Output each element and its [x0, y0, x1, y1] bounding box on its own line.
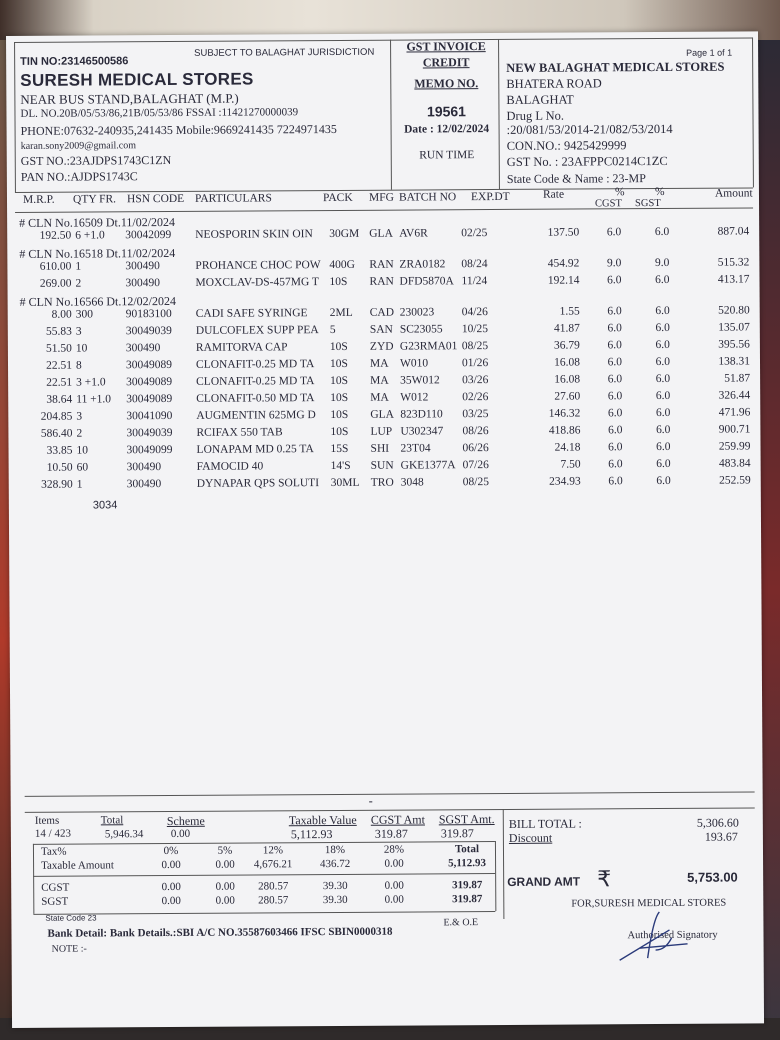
cell-batch: W010: [399, 357, 429, 370]
cell-qty: 1: [76, 478, 83, 491]
cell-pack: 10S: [329, 275, 348, 289]
cell-sgst: 6.0: [656, 440, 671, 454]
cell-mrp: 328.90: [41, 478, 73, 491]
tax-table-mid: [33, 873, 495, 877]
table-row: [7, 225, 750, 247]
cell-mrp: 586.40: [40, 427, 73, 440]
tax-taxable-cell: 0.00: [215, 858, 235, 871]
cell-amount: 515.32: [717, 256, 750, 269]
cell-cgst: 6.0: [607, 407, 623, 420]
cell-exp: 08/25: [462, 476, 489, 489]
tax-head-cell: 18%: [324, 843, 346, 857]
cell-hsn: 30049089: [125, 358, 173, 372]
cell-amount: 135.07: [718, 321, 750, 334]
cell-rate: 16.08: [554, 356, 581, 369]
tax-taxable-cell: Taxable Amount: [41, 859, 114, 872]
cell-hsn: 30049099: [126, 443, 173, 457]
cell-sgst: 6.0: [656, 474, 671, 488]
cell-mfg: GLA: [370, 408, 394, 421]
cell-batch: 23T04: [400, 442, 431, 455]
challan-header: # CLN No.16566 Dt.12/02/2024: [19, 293, 177, 309]
cell-amount: 395.56: [718, 338, 750, 351]
buyer-line2: BALAGHAT: [506, 92, 574, 107]
col-particulars: PARTICULARS: [194, 192, 272, 205]
cell-qty: 2: [76, 427, 83, 440]
total-value: 5,946.34: [104, 828, 144, 841]
seller-tin: TIN NO:23146500586: [20, 55, 129, 68]
challan-header: # CLN No.16518 Dt.11/02/2024: [19, 245, 176, 261]
sgst-amt-label: SGST Amt.: [438, 812, 495, 827]
cell-pack: 10S: [329, 340, 348, 354]
cell-cgst: 6.0: [608, 458, 623, 471]
col-qty: QTY FR.: [72, 193, 117, 206]
header-left-line: [14, 42, 16, 192]
cell-rate: 36.79: [553, 339, 580, 352]
cell-name: DULCOFLEX SUPP PEA: [195, 324, 319, 337]
seller-address: NEAR BUS STAND,BALAGHAT (M.P.): [20, 90, 239, 107]
tax-head-cell: 28%: [383, 843, 405, 856]
col-amount: Amount: [714, 187, 753, 200]
cell-name: RCIFAX 550 TAB: [196, 426, 283, 439]
cell-batch: W012: [400, 391, 429, 404]
memo-date: Date : 12/02/2024: [404, 123, 490, 136]
cell-pack: 10S: [330, 391, 349, 405]
cell-pack: 10S: [329, 357, 348, 371]
cell-mfg: TRO: [370, 476, 394, 489]
cell-name: AUGMENTIN 625MG D: [196, 409, 316, 422]
cell-exp: 08/26: [462, 425, 489, 438]
cell-rate: 454.92: [547, 257, 580, 270]
col-pct-cgst: %: [614, 186, 625, 199]
tax-sgst-cell: 39.30: [322, 893, 348, 907]
cell-mfg: MA: [370, 374, 389, 387]
cell-hsn: 30041090: [126, 409, 173, 423]
footer-divider: [503, 809, 505, 919]
invoice-title: GST INVOICE: [406, 39, 486, 54]
cell-sgst: 9.0: [654, 256, 670, 270]
cell-exp: 01/26: [461, 357, 489, 370]
tax-sgst-cell: 319.87: [452, 893, 483, 906]
cell-rate: 27.60: [554, 390, 581, 403]
cell-mfg: ZYD: [369, 340, 394, 353]
buyer-con: CON.NO.: 9425429999: [506, 138, 627, 153]
cell-pack: 15S: [330, 442, 349, 456]
cell-name: FAMOCID 40: [196, 460, 264, 473]
cell-mfg: GLA: [369, 227, 393, 240]
cell-exp: 10/25: [461, 323, 489, 336]
cell-name: LONAPAM MD 0.25 TA: [196, 443, 314, 456]
memo-label: MEMO NO.: [414, 76, 479, 91]
cell-cgst: 6.0: [607, 322, 622, 335]
total-label: Total: [100, 814, 124, 827]
discount-label: Discount: [508, 830, 553, 845]
cell-name: CLONAFIT-0.25 MD TA: [195, 358, 315, 371]
cell-mfg: LUP: [370, 425, 393, 438]
cell-name: CLONAFIT-0.50 MD TA: [196, 392, 315, 405]
cell-batch: AV6R: [399, 227, 428, 240]
cell-mrp: 192.50: [39, 229, 72, 242]
col-mfg: MFG: [368, 191, 394, 204]
grand-amt-label: GRAND AMT: [507, 874, 581, 889]
tax-sgst-cell: 280.57: [258, 894, 289, 907]
tax-cgst-cell: 0.00: [215, 880, 235, 893]
scheme-value: 0.00: [170, 827, 191, 841]
cell-mrp: 33.85: [46, 444, 73, 457]
tax-cgst-cell: 319.87: [452, 879, 483, 892]
cell-sgst: 6.0: [655, 273, 670, 287]
cell-cgst: 6.0: [607, 274, 622, 287]
cell-qty: 11 +1.0: [76, 393, 112, 406]
cell-cgst: 6.0: [607, 356, 623, 369]
tax-cgst-cell: 39.30: [322, 879, 348, 893]
cell-rate: 234.93: [549, 475, 581, 488]
cell-exp: 07/26: [462, 459, 489, 472]
bank-detail: Bank Detail: Bank Details.:SBI A/C NO.35587603466 IFSC SBIN0000318: [47, 925, 393, 940]
cell-pack: 30GM: [329, 227, 360, 241]
cgst-amt-value: 319.87: [374, 826, 408, 841]
for-label: FOR,SURESH MEDICAL STORES: [571, 897, 727, 910]
buyer-gst: GST No. : 23AFPPC0214C1ZC: [506, 153, 668, 169]
tax-cgst-cell: 0.00: [384, 879, 404, 892]
bill-total-label: BILL TOTAL :: [508, 816, 582, 831]
cell-pack: 10S: [330, 408, 349, 422]
cell-exp: 06/26: [462, 442, 489, 455]
cell-exp: 03/26: [462, 374, 489, 387]
seller-phone: PHONE:07632-240935,241435 Mobile:9669241435 7224971435: [20, 121, 337, 138]
invoice-type: CREDIT: [422, 55, 470, 70]
cell-amount: 326.44: [718, 389, 751, 402]
note: NOTE :-: [51, 943, 87, 955]
tax-sgst-cell: 0.00: [384, 893, 404, 906]
cell-qty: 300: [75, 308, 93, 321]
cell-pack: 14'S: [330, 459, 351, 473]
cell-mfg: CAD: [369, 306, 395, 319]
cell-mrp: 55.83: [45, 325, 72, 338]
cell-amount: 900.71: [718, 423, 751, 436]
cell-amount: 252.59: [719, 474, 751, 487]
challan-header: # CLN No.16509 Dt.11/02/2024: [19, 214, 176, 230]
cell-amount: 259.99: [718, 440, 751, 453]
cell-mrp: 22.51: [46, 376, 73, 389]
cell-amount: 483.84: [718, 457, 751, 470]
tax-sgst-cell: SGST: [41, 895, 69, 908]
cell-pack: 10S: [330, 425, 349, 439]
bill-total-value: 5,306.60: [696, 815, 739, 830]
tax-table-bottom: [33, 911, 495, 915]
buyer-line1: BHATERA ROAD: [506, 76, 602, 91]
cell-name: DYNAPAR QPS SOLUTI: [196, 477, 320, 490]
table-row: [7, 273, 750, 295]
cell-name: CADI SAFE SYRINGE: [195, 307, 308, 320]
cell-sgst: 6.0: [655, 321, 670, 335]
run-time: RUN TIME: [419, 149, 475, 162]
taxable-value: 5,112.93: [290, 827, 333, 842]
cell-amount: 471.96: [718, 406, 751, 419]
cell-hsn: 300490: [126, 478, 162, 491]
seller-name: SURESH MEDICAL STORES: [20, 69, 254, 90]
cell-pack: 400G: [329, 258, 356, 272]
cell-mfg: MA: [370, 391, 389, 404]
header-divider-2: [498, 39, 500, 189]
seller-pan: PAN NO.:AJDPS1743C: [20, 169, 138, 184]
cell-hsn: 30042099: [125, 228, 172, 242]
cell-amount: 520.80: [718, 304, 750, 317]
cell-batch: 35W012: [400, 374, 440, 387]
cell-amount: 413.17: [717, 273, 750, 286]
cell-exp: 04/26: [461, 306, 488, 319]
cell-sgst: 6.0: [655, 389, 671, 403]
cell-batch: ZRA0182: [399, 258, 446, 271]
cell-exp: 03/25: [462, 408, 489, 421]
cell-sgst: 6.0: [655, 304, 670, 318]
col-pack: PACK: [322, 191, 353, 205]
cell-amount: 887.04: [717, 225, 750, 238]
col-pct-sgst: %: [654, 185, 665, 199]
cell-exp: 08/24: [461, 258, 488, 271]
seller-jurisdiction: SUBJECT TO BALAGHAT JURISDICTION: [194, 46, 375, 59]
tax-taxable-cell: 4,676.21: [253, 858, 293, 871]
signatory-label: Authorised Signatory: [627, 929, 718, 942]
tax-table-left: [33, 844, 34, 914]
cell-qty: 3: [76, 410, 83, 423]
cell-mfg: RAN: [369, 258, 394, 271]
cell-mfg: MA: [369, 357, 389, 370]
cell-pack: 2ML: [329, 306, 353, 320]
cell-exp: 11/24: [461, 275, 488, 288]
cell-cgst: 9.0: [606, 257, 622, 270]
page-number: Page 1 of 1: [686, 47, 733, 58]
cell-mrp: 22.51: [46, 359, 73, 372]
cgst-amt-label: CGST Amt: [370, 812, 425, 827]
tax-taxable-cell: 5,112.93: [448, 857, 487, 870]
cell-qty: 3 +1.0: [76, 376, 106, 389]
table-row: [9, 474, 751, 496]
cell-amount: 138.31: [718, 355, 751, 368]
cell-cgst: 6.0: [607, 373, 623, 386]
cell-hsn: 30049089: [126, 375, 173, 389]
header-right-line: [752, 37, 754, 187]
tax-head-cell: Tax%: [40, 845, 67, 858]
col-batch: BATCH NO: [398, 191, 457, 204]
cell-cgst: 6.0: [607, 305, 622, 318]
cell-hsn: 90183100: [125, 307, 172, 321]
cell-batch: 230023: [399, 306, 435, 319]
cell-rate: 24.18: [554, 441, 581, 454]
footer-top-line: [25, 791, 755, 796]
tax-sgst-cell: 0.00: [215, 894, 235, 907]
header-divider-1: [390, 40, 392, 190]
cell-mrp: 610.00: [39, 260, 72, 273]
tax-head-cell: Total: [454, 843, 480, 856]
signature-icon: [609, 910, 699, 971]
col-sgst: SGST: [635, 198, 661, 210]
cell-batch: SC23055: [399, 323, 443, 336]
cell-exp: 08/25: [461, 340, 489, 353]
cell-qty: 8: [75, 359, 82, 372]
cell-pack: 30ML: [330, 476, 360, 490]
buyer-drug-no: :20/081/53/2014-21/082/53/2014: [506, 121, 673, 137]
cell-rate: 1.55: [559, 305, 580, 318]
seller-dl: DL. NO.20B/05/53/86,21B/05/53/86 FSSAI :11421270000039: [20, 106, 299, 120]
cell-mfg: SAN: [369, 323, 393, 336]
cell-cgst: 6.0: [608, 441, 623, 454]
cell-sgst: 6.0: [654, 225, 670, 239]
cell-qty: 60: [76, 461, 89, 474]
cell-rate: 192.14: [547, 274, 580, 287]
tax-head-cell: 0%: [163, 844, 179, 858]
eoe: E.& O.E: [443, 917, 479, 929]
tax-head-cell: 12%: [262, 844, 284, 857]
cell-sgst: 6.0: [655, 355, 671, 369]
tax-taxable-cell: 0.00: [161, 858, 181, 872]
cell-mfg: RAN: [369, 275, 394, 288]
cell-cgst: 6.0: [607, 339, 622, 352]
cell-mrp: 51.50: [45, 342, 72, 355]
sgst-amt-value: 319.87: [440, 826, 474, 841]
cell-mrp: 8.00: [51, 308, 72, 321]
buyer-name: NEW BALAGHAT MEDICAL STORES: [506, 59, 725, 75]
cell-rate: 418.86: [548, 424, 581, 437]
cell-mrp: 10.50: [46, 461, 73, 474]
seller-gst: GST NO.:23AJDPS1743C1ZN: [20, 152, 172, 168]
cell-hsn: 30049089: [126, 392, 173, 406]
discount-value: 193.67: [704, 829, 738, 844]
seller-email: karan.sony2009@gmail.com: [20, 140, 137, 152]
cell-name: PROHANCE CHOC POW: [195, 259, 321, 272]
cell-hsn: 30049039: [126, 426, 173, 440]
cell-hsn: 30049039: [125, 324, 172, 338]
grand-amt-value: 5,753.00: [687, 869, 738, 885]
cell-rate: 137.50: [547, 226, 580, 239]
cell-mfg: SHI: [370, 442, 390, 455]
cell-qty: 3: [75, 325, 82, 338]
cell-sgst: 6.0: [656, 423, 671, 437]
cell-hsn: 300490: [125, 277, 161, 290]
rupee-icon: ₹: [597, 866, 612, 892]
tax-taxable-cell: 0.00: [384, 857, 404, 870]
cell-sgst: 6.0: [655, 338, 670, 352]
footer-dash: -: [368, 793, 373, 808]
tax-cgst-cell: 280.57: [258, 880, 289, 893]
cell-exp: 02/25: [461, 227, 488, 240]
cell-rate: 7.50: [560, 458, 581, 471]
col-rate: Rate: [542, 188, 565, 201]
cell-cgst: 6.0: [608, 475, 623, 488]
cell-qty: 1: [75, 260, 82, 273]
cell-qty: 10: [75, 342, 88, 355]
items-value: 14 / 423: [34, 827, 71, 840]
tax-cgst-cell: CGST: [41, 881, 70, 894]
buyer-state: State Code & Name : 23-MP: [506, 171, 646, 186]
cell-name: MOXCLAV-DS-457MG T: [195, 276, 319, 289]
cell-batch: 3048: [400, 476, 424, 489]
cell-pack: 5: [329, 323, 336, 337]
items-label: Items: [34, 814, 60, 827]
taxable-label: Taxable Value: [288, 812, 357, 828]
cell-mrp: 38.64: [46, 393, 73, 406]
cell-hsn: 300490: [125, 342, 161, 355]
cell-hsn: 300490: [125, 260, 160, 273]
cell-sgst: 6.0: [655, 372, 671, 386]
tax-sgst-cell: 0.00: [161, 894, 181, 908]
memo-number: 19561: [426, 103, 466, 120]
cell-amount: 51.87: [724, 372, 751, 385]
cell-mrp: 269.00: [39, 277, 72, 290]
cell-pack: 10S: [330, 374, 349, 388]
invoice-paper: [6, 31, 764, 1028]
cell-qty: 2: [75, 277, 82, 290]
col-hsn: HSN CODE: [126, 192, 185, 206]
tax-taxable-cell: 436.72: [319, 857, 351, 871]
header-top-line: [14, 37, 752, 43]
extra-note: 3034: [92, 499, 118, 512]
cell-batch: G23RMA01: [399, 340, 458, 353]
tax-head-cell: 5%: [217, 844, 233, 857]
tax-cgst-cell: 0.00: [161, 880, 181, 894]
cell-rate: 41.87: [553, 322, 580, 335]
col-cgst: CGST: [595, 198, 622, 210]
cell-hsn: 300490: [126, 461, 162, 474]
cell-qty: 10: [76, 444, 89, 457]
cell-name: NEOSPORIN SKIN OIN: [195, 228, 313, 241]
cell-sgst: 6.0: [655, 406, 671, 420]
buyer-drug-label: Drug L No.: [506, 108, 565, 123]
cell-sgst: 6.0: [656, 457, 671, 471]
cell-rate: 146.32: [548, 407, 581, 420]
col-exp: EXP.DT: [470, 190, 510, 204]
cell-qty: 6 +1.0: [75, 229, 105, 242]
cell-exp: 02/26: [462, 391, 489, 404]
cell-cgst: 6.0: [608, 424, 623, 437]
cell-batch: 823D110: [400, 408, 443, 421]
cell-cgst: 6.0: [607, 390, 623, 403]
cell-batch: U302347: [400, 425, 444, 438]
cell-batch: GKE1377A: [400, 459, 456, 472]
state-code: State Code 23: [45, 913, 97, 923]
cell-batch: DFD5870A: [399, 275, 454, 288]
cell-mfg: SUN: [370, 459, 394, 472]
cell-rate: 16.08: [554, 373, 581, 386]
scheme-label: Scheme: [166, 813, 205, 829]
cell-name: RAMITORVA CAP: [195, 341, 288, 354]
cell-cgst: 6.0: [606, 226, 622, 239]
cell-mrp: 204.85: [40, 410, 73, 423]
col-mrp: M.R.P.: [22, 193, 55, 206]
cell-name: CLONAFIT-0.25 MD TA: [196, 375, 315, 388]
